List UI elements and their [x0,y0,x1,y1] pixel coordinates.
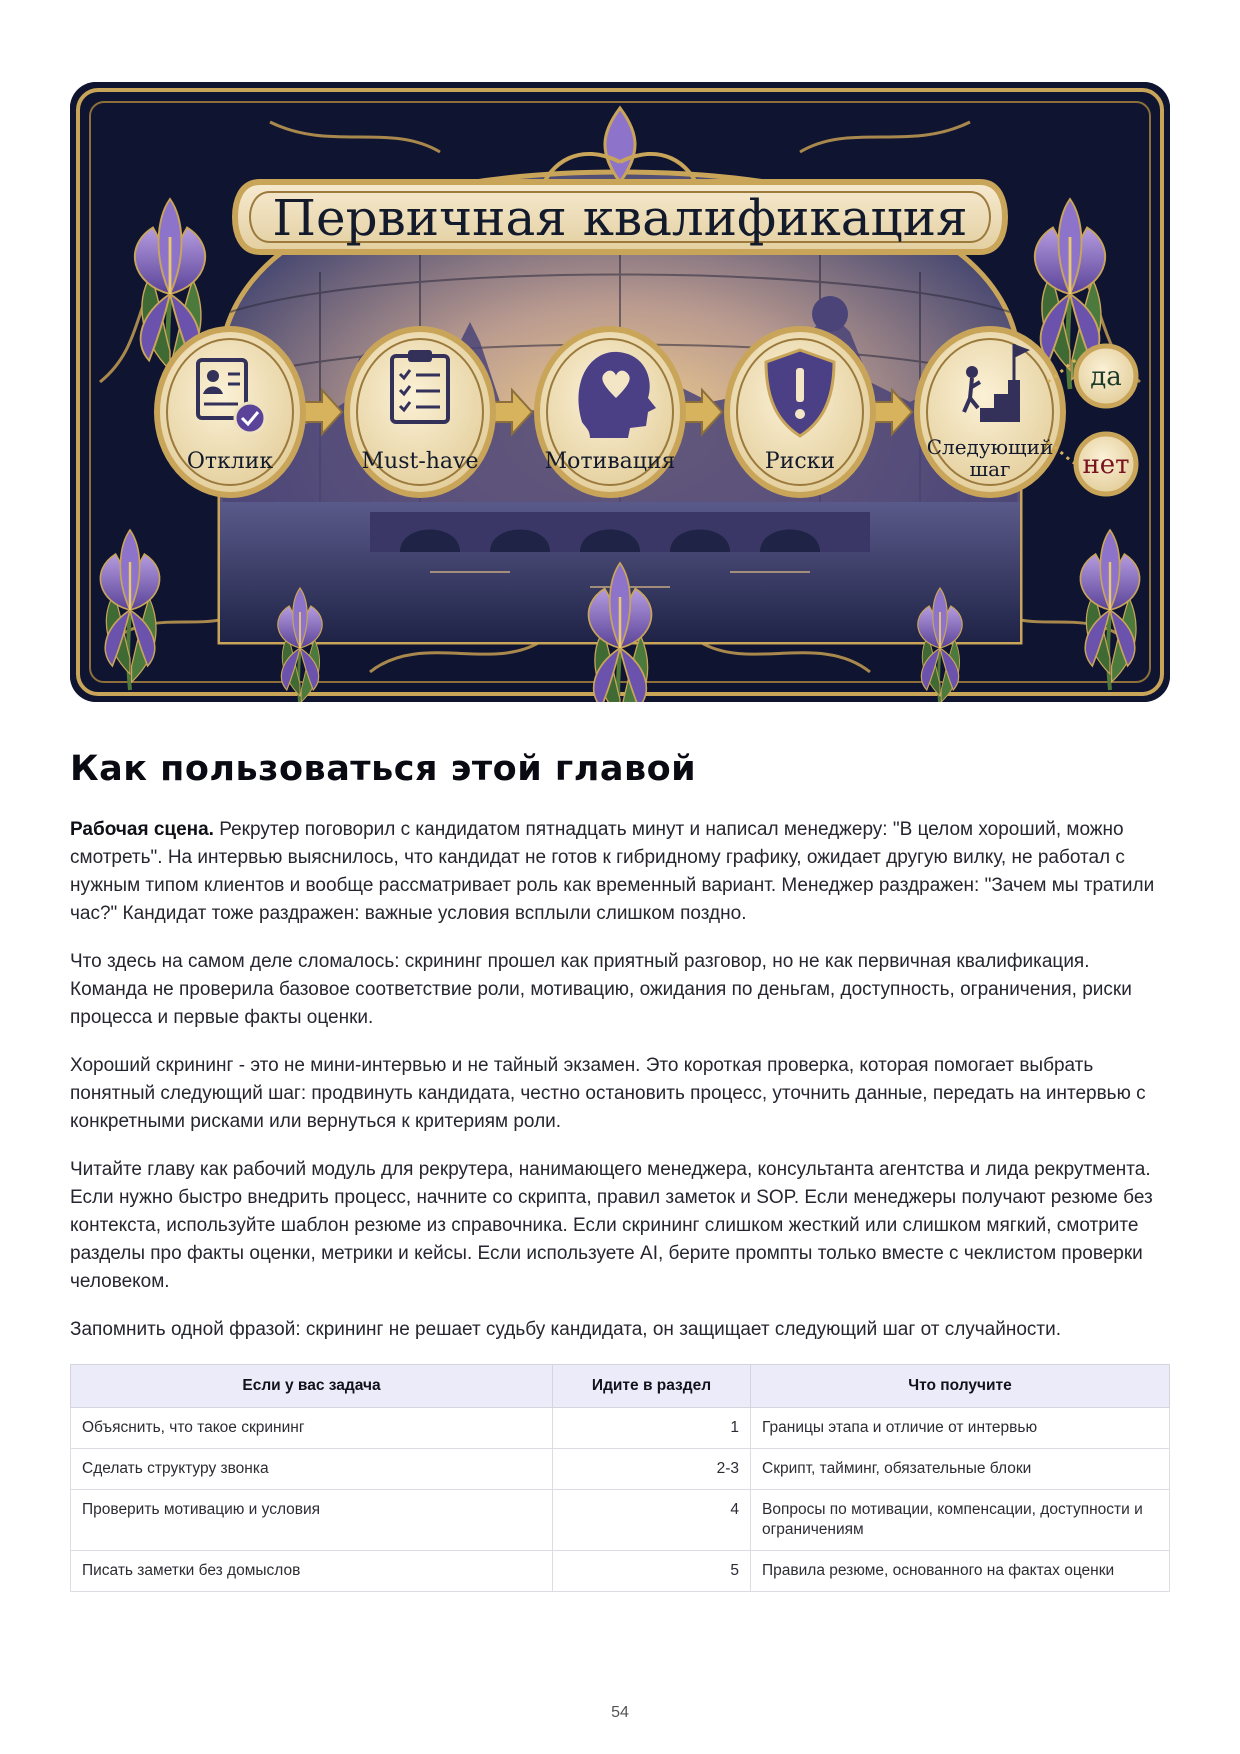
cell-section: 5 [553,1551,751,1592]
table-row [71,1551,1170,1592]
cell-task: Проверить мотивацию и условия [71,1490,553,1551]
chapter-intro [70,748,1170,1592]
header-task: Если у вас задача [71,1365,553,1408]
step-label: Мотивация [544,449,676,474]
section-heading: Как пользоваться этой главой [70,749,697,789]
paragraph-what-broke: Что здесь на самом деле сломалось: скрининг прошел как приятный разговор, но не как первичная квалификация. Команда не проверила базовое соответствие роли, мотивацию, ожидания по деньгам, доступность, ограничения, риски процесса и первые факты оценки. [70,951,1132,1028]
step-label-line2: шаг [969,457,1011,481]
cell-task: Объяснить, что такое скрининг [71,1408,553,1449]
header-result: Что получите [751,1365,1170,1408]
step-label: Must-have [361,449,479,474]
paragraph-text: Рекрутер поговорил с кандидатом пятнадцать минут и написал менеджеру: "В целом хороший, можно смотреть". На интервью выяснилось, что кандидат не готов к гибридному графику, ожидает другую вилку, не работал с нужным типом клиентов и вообще рассматривает роль как временный вариант. Менеджер раздражен: "Зачем мы тратили час?" Кандидат тоже раздражен: важные условия всплыли слишком поздно. [70,819,1155,924]
cell-task: Сделать структуру звонка [71,1449,553,1490]
table-header-row [71,1365,1170,1408]
paragraph-work-scene [70,816,1170,928]
step-motivation [537,329,683,495]
step-response [157,329,303,495]
paragraph-lead: Рабочая сцена. [70,819,214,840]
cell-task: Писать заметки без домыслов [71,1551,553,1592]
step-label: Отклик [186,449,274,474]
table-row [71,1449,1170,1490]
no-badge [1076,434,1136,494]
step-label-line1: Следующий [926,435,1054,459]
table-row [71,1490,1170,1551]
yes-label: да [1090,362,1122,392]
paragraph-key-phrase: Запомнить одной фразой: скрининг не решает судьбу кандидата, он защищает следующий шаг от случайности. [70,1319,1062,1340]
cell-section: 4 [553,1490,751,1551]
yes-badge [1076,346,1136,406]
hero-illustration [70,82,1170,702]
cell-result: Границы этапа и отличие от интервью [751,1408,1170,1449]
step-label: Риски [764,449,836,474]
paragraph-how-to-read: Читайте главу как рабочий модуль для рекрутера, нанимающего менеджера, консультанта агентства и лида рекрутмента. Если нужно быстро внедрить процесс, начните со скрипта, правил заметок и SOP. Если менеджеры получают резюме без контекста, используйте шаблон резюме из справочника. Если скрининг слишком жесткий или слишком мягкий, смотрите разделы про факты оценки, метрики и кейсы. Если используете AI, берите промпты только вместе с чеклистом проверки человеком. [70,1159,1153,1292]
header-section: Идите в раздел [553,1365,751,1408]
step-must-have [347,329,493,495]
hero-title: Первичная квалификация [272,189,968,247]
cell-result: Скрипт, тайминг, обязательные блоки [751,1449,1170,1490]
cell-result: Правила резюме, основанного на фактах оценки [751,1551,1170,1592]
step-next-step [917,329,1063,495]
paragraph-good-screening: Хороший скрининг - это не мини-интервью и не тайный экзамен. Это короткая проверка, которая помогает выбрать понятный следующий шаг: продвинуть кандидата, честно остановить процесс, уточнить данные, передать на интервью с конкретными рисками или вернуться к критериям роли. [70,1055,1146,1132]
cell-result: Вопросы по мотивации, компенсации, доступности и ограничениям [751,1490,1170,1551]
no-label: нет [1082,450,1130,480]
stained-glass-artwork [70,82,1170,702]
table-row [71,1408,1170,1449]
navigation-table [70,1364,1170,1592]
step-risks [727,329,873,495]
cell-section: 1 [553,1408,751,1449]
page-number: 54 [611,1704,629,1721]
cell-section: 2-3 [553,1449,751,1490]
